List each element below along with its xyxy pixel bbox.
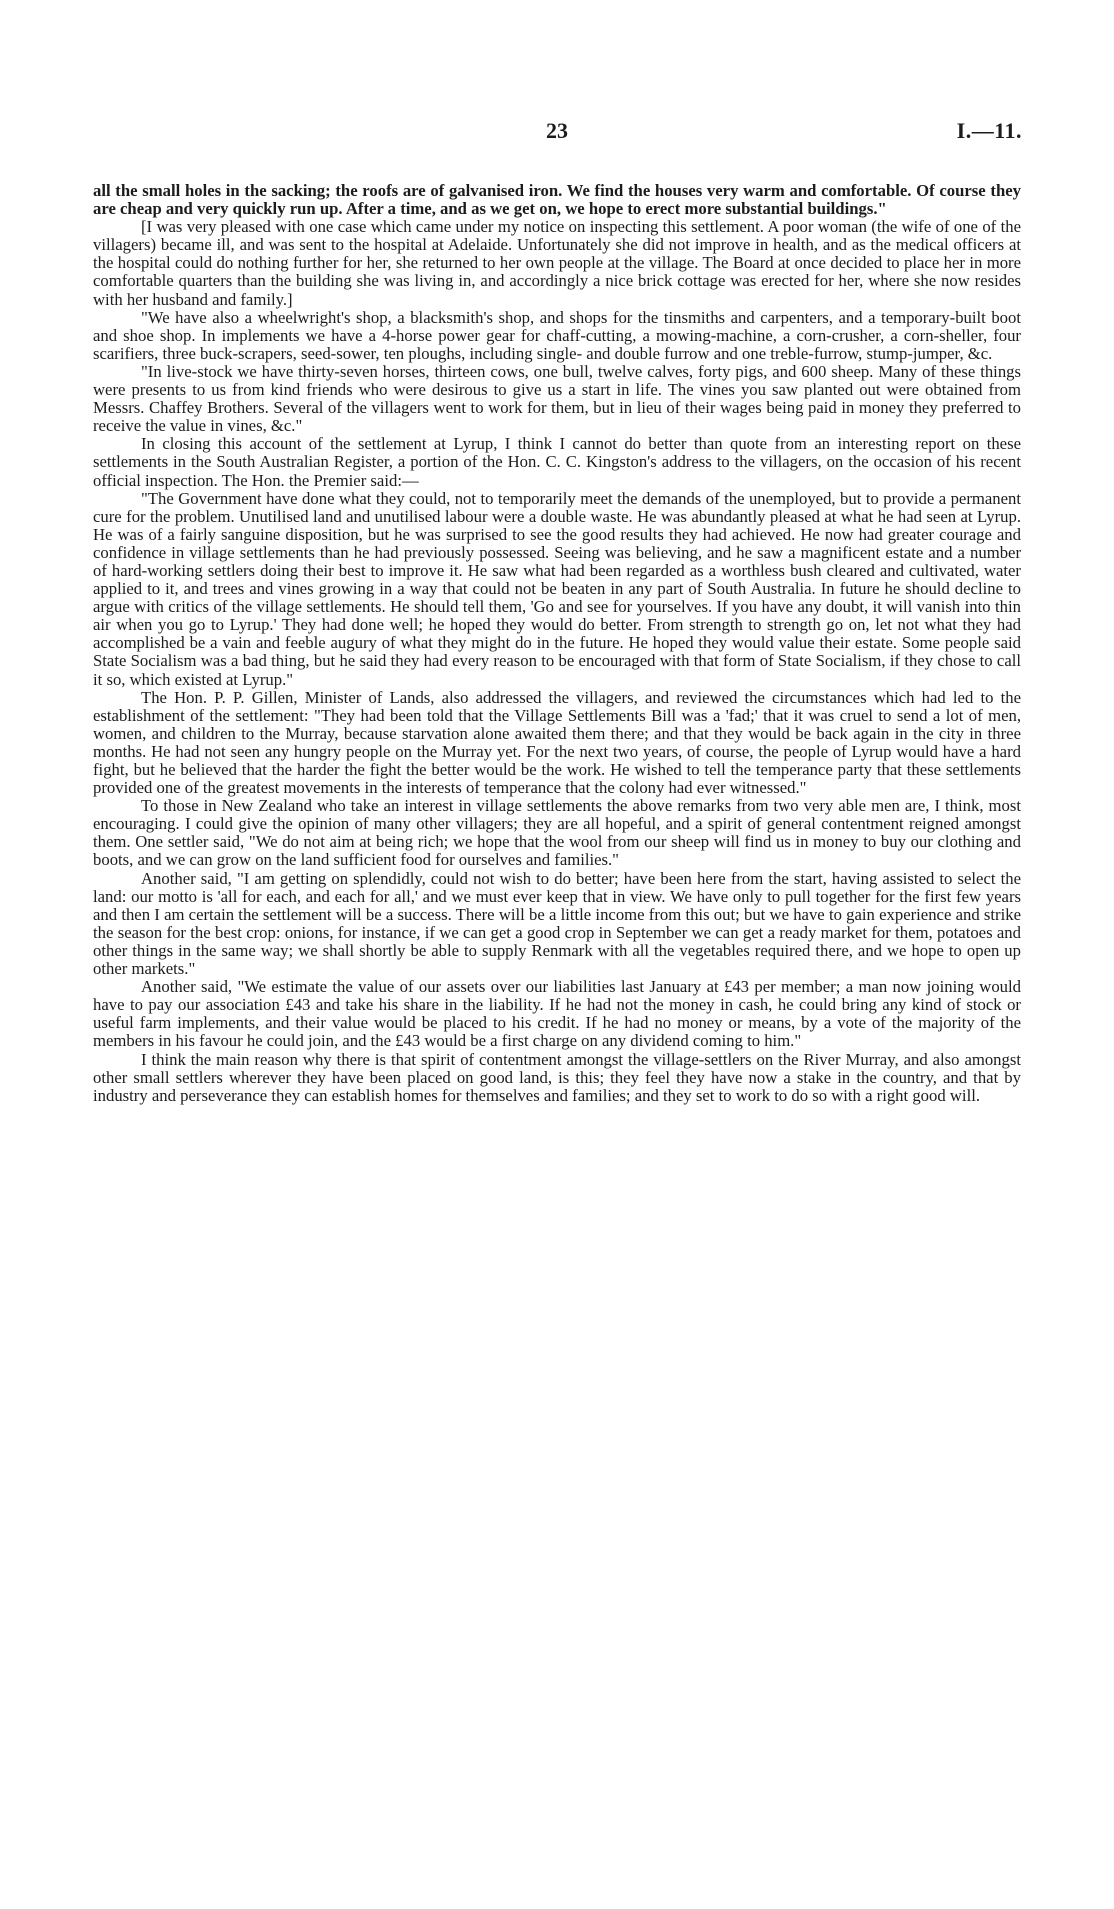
paragraph-workshops: "We have also a wheelwright's shop, a blacksmith's shop, and shops for the tinsmiths and carpenters, and a temporary-built boot and shoe shop. In implements we have a 4-horse power gear for chaff-cutting, a mowing-machine, a corn-crusher, a corn-sheller, four scarifiers, three buck-scrapers, seed-sower, ten ploughs, including single- and double furrow and one treble-furrow, stump-jumper, &c. [93,307,1021,363]
page-number: 23 [546,118,568,143]
body-text [93,182,1021,1105]
page-header [92,118,1022,152]
paragraph-closing-account: In closing this account of the settlement at Lyrup, I think I cannot do better than quote from an interesting report on these settlements in the South Australian Register, a portion of the Hon. C. C. Kingston's address to the villagers, on the occasion of his recent official inspection. The Hon. the Premier said:— [93,434,1021,490]
paragraph-another-settler-2: Another said, "We estimate the value of our assets over our liabilities last January at £43 per member; a man now joining would have to pay our association £43 and take his share in the liability. If he had not the money in cash, he could bring any kind of stock or useful farm implements, and their value would be placed to his credit. If he had no money or means, by a vote of the majority of the members in his favour he could join, and the £43 would be a first charge on any dividend coming to him." [93,977,1021,1051]
paragraph-livestock: "In live-stock we have thirty-seven horses, thirteen cows, one bull, twelve calves, forty pigs, and 600 sheep. Many of these things were presents to us from kind friends who were desirous to give us a start in life. The vines you saw planted out were obtained from Messrs. Chaffey Brothers. Several of the villagers went to work for them, but in lieu of their wages being paid in money they preferred to receive the value in vines, &c." [93,361,1021,436]
paragraph-new-zealand: To those in New Zealand who take an interest in village settlements the above remarks from two very able men are, I think, most encouraging. I could give the opinion of many other villagers; they are all hopeful, and a spirit of general contentment reigned amongst them. One settler said, "We do not aim at being rich; we hope that the wool from our sheep will find us in money to buy our clothing and boots, and we can grow on the land sufficient food for ourselves and families." [93,796,1021,870]
paragraph-minister-speech: The Hon. P. P. Gillen, Minister of Lands, also addressed the villagers, and reviewed the circumstances which had led to the establishment of the settlement: "They had been told that the Village Settlements Bill was a 'fad;' that it was cruel to send a lot of men, women, and children to the Murray, because starvation alone awaited them there; and that they would be back again in the city in three months. He had not seen any hungry people on the Murray yet. For the next two years, of course, the people of Lyrup would have a hard fight, but he believed that the harder the fight the better would be the work. He wished to tell the temperance party that these settlements provided one of the greatest movements in the interests of temperance that the colony had ever witnessed." [93,687,1021,798]
paragraph-another-settler-1: Another said, "I am getting on splendidly, could not wish to do better; have been here from the start, having assisted to select the land: our motto is 'all for each, and each for all,' and we must ever keep that in view. We have only to pull together for the first few years and then I am certain the settlement will be a success. There will be a little income from this out; but we have to gain experience and strike the season for the best crop: onions, for instance, if we can get a good crop in September we can get a ready market for them, potatoes and other things in the same way; we shall shortly be able to supply Renmark with all the vegetables required there, and we hope to open up other markets." [93,868,1021,979]
paragraph-conclusion: I think the main reason why there is that spirit of contentment amongst the village-settlers on the River Murray, and also amongst other small settlers wherever they have been placed on good land, is this; they feel they have now a stake in the country, and that by industry and perseverance they can establish homes for themselves and families; and they set to work to do so with a right good will. [93,1049,1021,1105]
paragraph-hospital-note: [I was very pleased with one case which came under my notice on inspecting this settlement. A poor woman (the wife of one of the villagers) became ill, and was sent to the hospital at Adelaide. Unfortunately she did not improve in health, and as the medical officers at the hospital could do nothing further for her, she returned to her own people at the village. The Board at once decided to place her in more comfortable quarters than the building she was living in, and accordingly a nice brick cottage was erected for her, where she now resides with her husband and family.] [93,217,1021,309]
document-reference: I.—11. [956,118,1022,143]
paragraph-continuation: all the small holes in the sacking; the roofs are of galvanised iron. We find the houses very warm and comfortable. Of course they are cheap and very quickly run up. After a time, and as we get on, we hope to erect more substantial buildings." [93,181,1021,219]
paragraph-premier-speech: "The Government have done what they could, not to temporarily meet the demands of the unemployed, but to provide a permanent cure for the problem. Unutilised land and unutilised labour were a double waste. He was abundantly pleased at what he had seen at Lyrup. He was of a fairly sanguine disposition, but he was surprised to see the good results they had achieved. He now had greater courage and confidence in village settlements than he had previously possessed. Seeing was believing, and he saw a magnificent estate and a number of hard-working settlers doing their best to improve it. He saw what had been regarded as a worthless bush cleared and cultivated, water applied to it, and trees and vines growing in a way that could not be beaten in any part of South Australia. In future he should decline to argue with critics of the village settlements. He should tell them, 'Go and see for yourselves. If you have any doubt, it will vanish into thin air when you go to Lyrup.' They had done well; he hoped they would do better. From strength to strength go on, let not what they had accomplished be a vain and feeble augury of what they might do in the future. He hoped they would value their estate. Some people said State Socialism was a bad thing, but he said they had every reason to be encouraged with that form of State Socialism, if they chose to call it so, which existed at Lyrup." [93,488,1021,689]
